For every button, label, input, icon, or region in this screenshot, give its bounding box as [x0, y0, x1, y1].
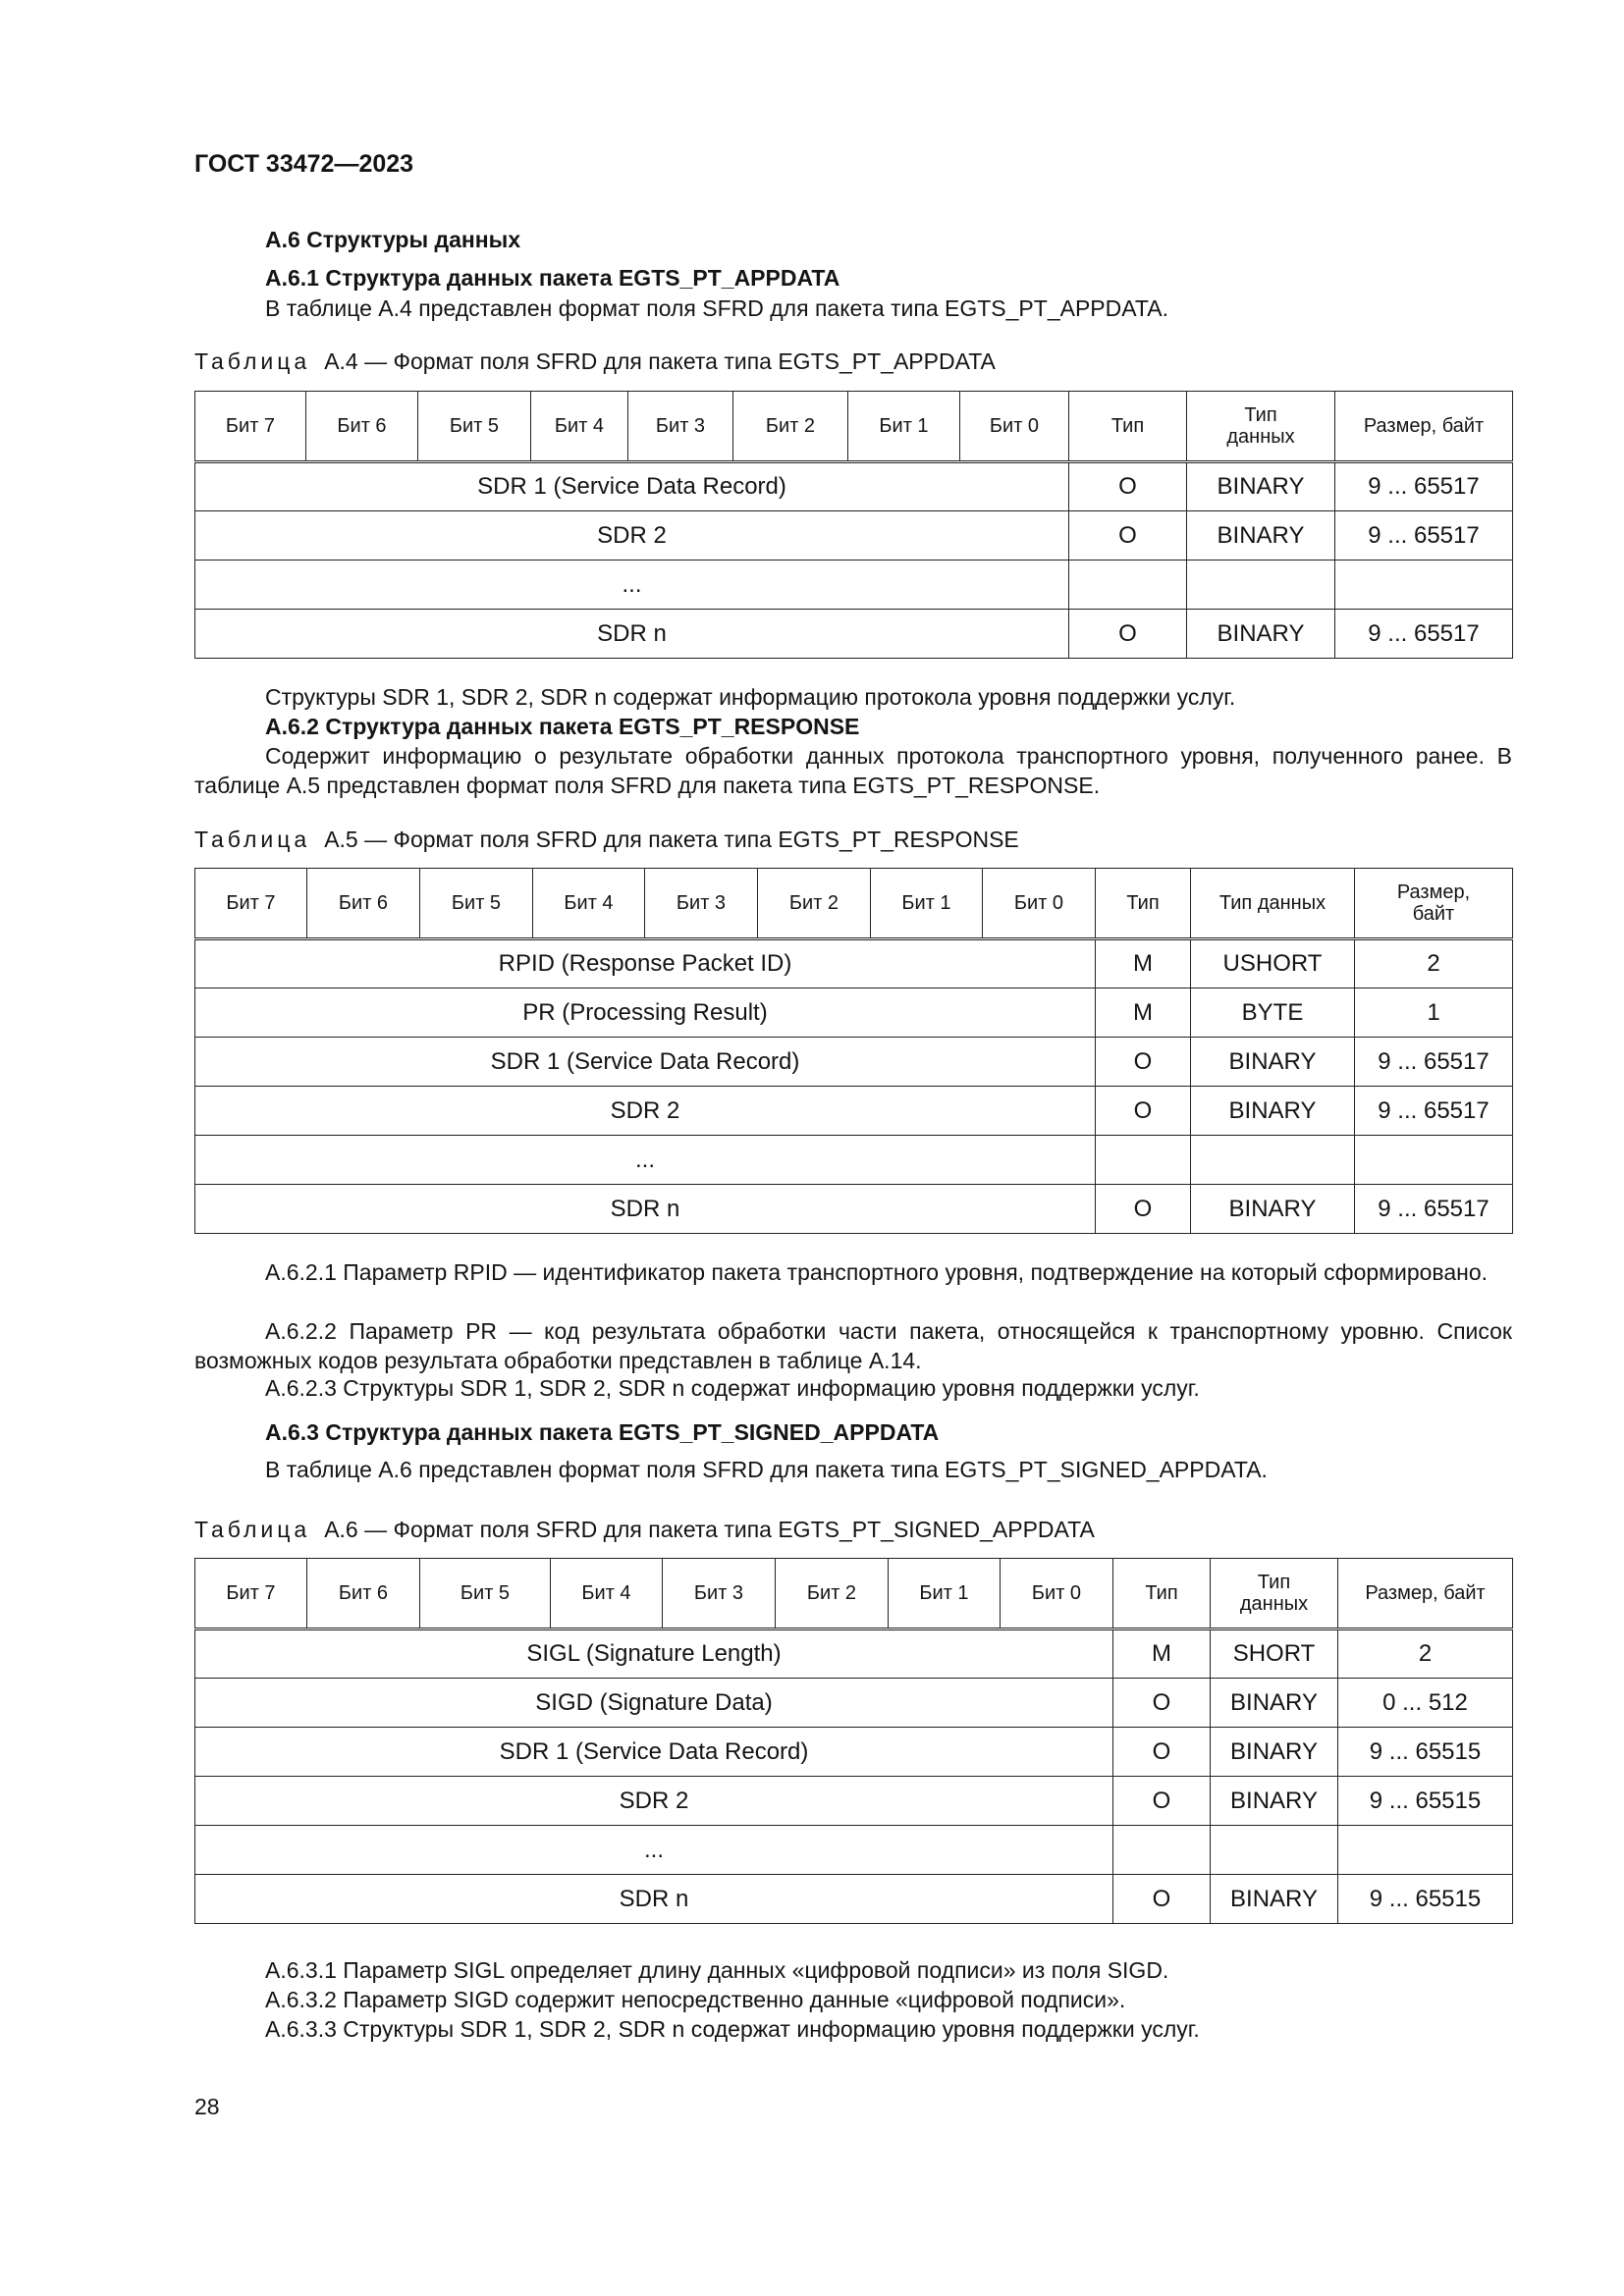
a621-paragraph	[194, 1257, 1512, 1287]
data-type-cell: BINARY	[1211, 1728, 1338, 1777]
table-a5-header-row	[195, 869, 1513, 939]
section-a62-title: А.6.2 Структура данных пакета EGTS_PT_RESPONSE	[265, 714, 860, 739]
header-cell: Тип	[1069, 392, 1187, 462]
header-cell: Тип данных	[1187, 392, 1335, 462]
table-a6-caption-text: А.6 — Формат поля SFRD для пакета типа EGTS_PT_SIGNED_APPDATA	[324, 1517, 1095, 1542]
table-row	[195, 939, 1513, 988]
header-cell: Бит 5	[418, 392, 531, 462]
field-cell: SDR 1 (Service Data Record)	[195, 1728, 1113, 1777]
section-a6-title: А.6 Структуры данных	[265, 227, 521, 252]
header-cell: Размер, байт	[1338, 1559, 1513, 1629]
field-cell: RPID (Response Packet ID)	[195, 939, 1096, 988]
type-cell: O	[1096, 1087, 1191, 1136]
section-a61-title: А.6.1 Структура данных пакета EGTS_PT_APPDATA	[265, 265, 840, 291]
table-word: Таблица	[194, 827, 311, 852]
field-cell: SDR 1 (Service Data Record)	[195, 1038, 1096, 1087]
size-cell: 1	[1355, 988, 1513, 1038]
data-type-cell: BINARY	[1187, 511, 1335, 561]
table-row	[195, 1875, 1513, 1924]
field-cell: PR (Processing Result)	[195, 988, 1096, 1038]
header-cell: Бит 0	[983, 869, 1096, 939]
size-cell: 2	[1338, 1629, 1513, 1679]
table-row	[195, 462, 1513, 511]
field-cell: SDR n	[195, 1185, 1096, 1234]
a632-paragraph: А.6.3.2 Параметр SIGD содержит непосредственно данные «цифровой подписи».	[265, 1987, 1126, 2012]
a62-intro-text: Содержит информацию о результате обработки данных протокола транспортного уровня, полученного ранее. В таблице А.5 представлен формат поля SFRD для пакета типа EGTS_PT_RESPONSE.	[194, 743, 1512, 798]
table-row	[195, 1826, 1513, 1875]
table-row	[195, 1728, 1513, 1777]
data-type-cell: SHORT	[1211, 1629, 1338, 1679]
data-type-cell: USHORT	[1191, 939, 1355, 988]
field-cell: SDR n	[195, 610, 1069, 659]
header-cell: Бит 3	[663, 1559, 776, 1629]
data-type-cell: BYTE	[1191, 988, 1355, 1038]
type-cell: O	[1113, 1875, 1211, 1924]
table-a4-caption-text: А.4 — Формат поля SFRD для пакета типа EGTS_PT_APPDATA	[324, 348, 996, 374]
data-type-cell: BINARY	[1187, 610, 1335, 659]
field-cell: ...	[195, 561, 1069, 610]
document-id: ГОСТ 33472—2023	[194, 150, 414, 178]
field-cell: SIGL (Signature Length)	[195, 1629, 1113, 1679]
type-cell: O	[1113, 1728, 1211, 1777]
header-cell: Бит 0	[1001, 1559, 1113, 1629]
header-cell: Тип данных	[1191, 869, 1355, 939]
type-cell: O	[1096, 1038, 1191, 1087]
table-row	[195, 610, 1513, 659]
header-cell: Бит 4	[551, 1559, 663, 1629]
a63-intro: В таблице А.6 представлен формат поля SFRD для пакета типа EGTS_PT_SIGNED_APPDATA.	[265, 1457, 1268, 1482]
header-cell: Бит 4	[531, 392, 628, 462]
data-type-cell: BINARY	[1191, 1185, 1355, 1234]
type-cell: O	[1069, 511, 1187, 561]
data-type-cell: BINARY	[1211, 1875, 1338, 1924]
size-cell	[1338, 1826, 1513, 1875]
size-cell: 9 ... 65517	[1355, 1038, 1513, 1087]
field-cell: SDR 2	[195, 511, 1069, 561]
header-cell: Бит 7	[195, 1559, 307, 1629]
header-cell: Размер, байт	[1335, 392, 1513, 462]
header-cell: Бит 6	[307, 869, 420, 939]
data-type-cell: BINARY	[1211, 1679, 1338, 1728]
data-type-cell: BINARY	[1211, 1777, 1338, 1826]
table-a5-caption	[194, 827, 1019, 853]
header-cell: Бит 5	[420, 1559, 551, 1629]
a623-paragraph: А.6.2.3 Структуры SDR 1, SDR 2, SDR n содержат информацию уровня поддержки услуг.	[265, 1375, 1200, 1401]
header-cell: Размер, байт	[1355, 869, 1513, 939]
size-cell: 0 ... 512	[1338, 1679, 1513, 1728]
table-a5	[194, 868, 1513, 1234]
size-cell: 9 ... 65517	[1355, 1087, 1513, 1136]
table-word: Таблица	[194, 348, 311, 374]
size-cell: 9 ... 65517	[1335, 610, 1513, 659]
field-cell: ...	[195, 1136, 1096, 1185]
header-cell: Бит 0	[960, 392, 1069, 462]
type-cell: O	[1113, 1777, 1211, 1826]
data-type-cell: BINARY	[1191, 1038, 1355, 1087]
table-a6-header-row	[195, 1559, 1513, 1629]
header-cell: Бит 2	[758, 869, 871, 939]
section-a63-title: А.6.3 Структура данных пакета EGTS_PT_SIGNED_APPDATA	[265, 1419, 940, 1445]
data-type-cell	[1187, 561, 1335, 610]
a621-text: А.6.2.1 Параметр RPID — идентификатор пакета транспортного уровня, подтверждение на который сформировано.	[265, 1259, 1489, 1285]
header-cell: Тип данных	[1211, 1559, 1338, 1629]
table-a4-header-row	[195, 392, 1513, 462]
type-cell: O	[1069, 462, 1187, 511]
a622-text: А.6.2.2 Параметр PR — код результата обработки части пакета, относящейся к транспортному уровню. Список возможных кодов результата обработки представлен в таблице А.14.	[194, 1318, 1512, 1373]
type-cell: M	[1096, 988, 1191, 1038]
type-cell: O	[1096, 1185, 1191, 1234]
header-cell: Бит 2	[776, 1559, 889, 1629]
size-cell: 9 ... 65515	[1338, 1777, 1513, 1826]
data-type-cell: BINARY	[1191, 1087, 1355, 1136]
header-cell: Бит 1	[871, 869, 983, 939]
a633-paragraph: А.6.3.3 Структуры SDR 1, SDR 2, SDR n содержат информацию уровня поддержки услуг.	[265, 2016, 1200, 2042]
table-row	[195, 1777, 1513, 1826]
table-a6	[194, 1558, 1513, 1924]
table-row	[195, 988, 1513, 1038]
field-cell: ...	[195, 1826, 1113, 1875]
type-cell: M	[1096, 939, 1191, 988]
field-cell: SIGD (Signature Data)	[195, 1679, 1113, 1728]
header-cell: Бит 1	[848, 392, 960, 462]
header-cell: Тип	[1096, 869, 1191, 939]
field-cell: SDR n	[195, 1875, 1113, 1924]
header-cell: Бит 5	[420, 869, 533, 939]
a61-after: Структуры SDR 1, SDR 2, SDR n содержат информацию протокола уровня поддержки услуг.	[265, 684, 1236, 710]
size-cell: 9 ... 65515	[1338, 1728, 1513, 1777]
size-cell: 9 ... 65517	[1355, 1185, 1513, 1234]
data-type-cell	[1191, 1136, 1355, 1185]
a61-intro: В таблице А.4 представлен формат поля SFRD для пакета типа EGTS_PT_APPDATA.	[265, 295, 1168, 321]
header-cell: Бит 7	[195, 869, 307, 939]
type-cell	[1069, 561, 1187, 610]
field-cell: SDR 2	[195, 1087, 1096, 1136]
field-cell: SDR 2	[195, 1777, 1113, 1826]
header-cell: Тип	[1113, 1559, 1211, 1629]
size-cell: 9 ... 65515	[1338, 1875, 1513, 1924]
type-cell: O	[1069, 610, 1187, 659]
page-number: 28	[194, 2094, 220, 2119]
type-cell	[1113, 1826, 1211, 1875]
data-type-cell	[1211, 1826, 1338, 1875]
size-cell: 9 ... 65517	[1335, 511, 1513, 561]
table-a6-caption	[194, 1517, 1095, 1543]
type-cell	[1096, 1136, 1191, 1185]
size-cell	[1355, 1136, 1513, 1185]
table-row	[195, 1087, 1513, 1136]
table-row	[195, 1136, 1513, 1185]
size-cell: 9 ... 65517	[1335, 462, 1513, 511]
type-cell: M	[1113, 1629, 1211, 1679]
header-cell: Бит 4	[533, 869, 645, 939]
a622-paragraph	[194, 1316, 1512, 1375]
table-word: Таблица	[194, 1517, 311, 1542]
header-cell: Бит 3	[645, 869, 758, 939]
header-cell: Бит 2	[733, 392, 848, 462]
table-row	[195, 1038, 1513, 1087]
table-row	[195, 1679, 1513, 1728]
header-cell: Бит 6	[306, 392, 418, 462]
data-type-cell: BINARY	[1187, 462, 1335, 511]
a62-intro	[194, 741, 1512, 800]
table-row	[195, 1185, 1513, 1234]
size-cell: 2	[1355, 939, 1513, 988]
a631-paragraph: А.6.3.1 Параметр SIGL определяет длину данных «цифровой подписи» из поля SIGD.	[265, 1957, 1169, 1983]
field-cell: SDR 1 (Service Data Record)	[195, 462, 1069, 511]
header-cell: Бит 3	[628, 392, 733, 462]
header-cell: Бит 7	[195, 392, 306, 462]
size-cell	[1335, 561, 1513, 610]
table-row	[195, 1629, 1513, 1679]
header-cell: Бит 6	[307, 1559, 420, 1629]
table-a5-caption-text: А.5 — Формат поля SFRD для пакета типа EGTS_PT_RESPONSE	[324, 827, 1019, 852]
header-cell: Бит 1	[889, 1559, 1001, 1629]
table-row	[195, 511, 1513, 561]
table-a4-caption	[194, 348, 996, 375]
table-row	[195, 561, 1513, 610]
type-cell: O	[1113, 1679, 1211, 1728]
table-a4	[194, 391, 1513, 659]
